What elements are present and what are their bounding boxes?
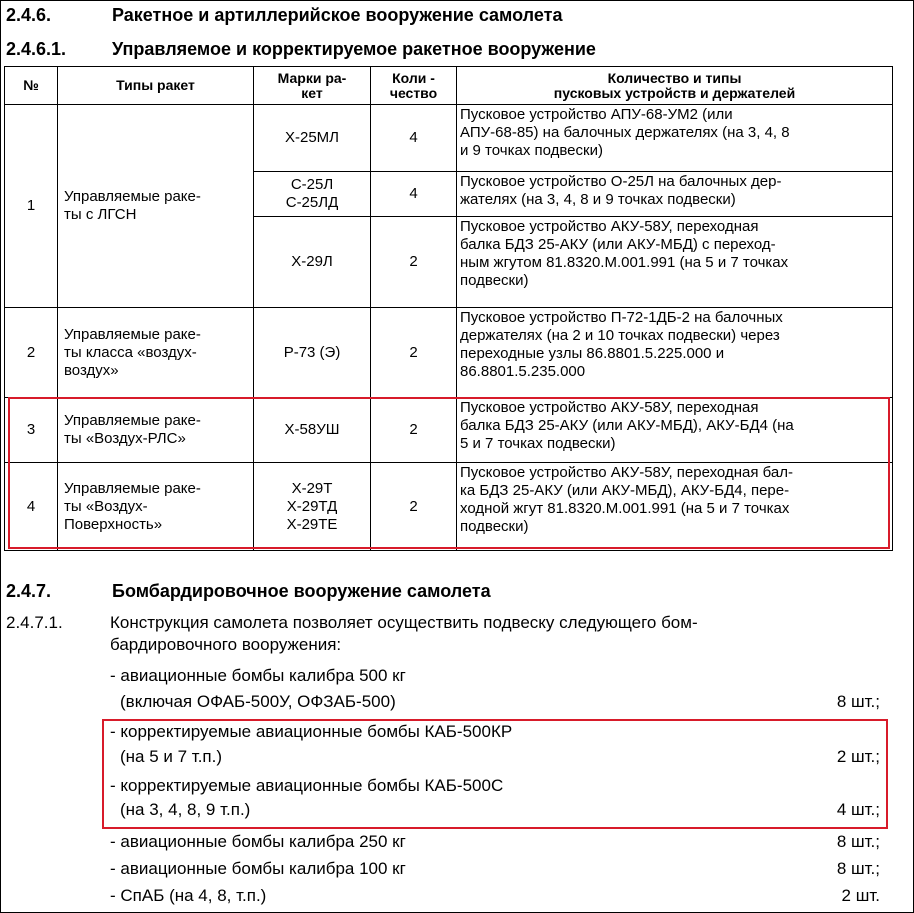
- rocket-type: Управляемые раке- ты класса «воздух- воздух»: [58, 308, 254, 398]
- paragraph-text: Конструкция самолета позволяет осуществить подвеску следующего бом- бардировочного вооружения:: [110, 613, 698, 654]
- rocket-brand: Х-25МЛ: [254, 105, 371, 172]
- paragraph-number: 2.4.7.1.: [6, 613, 63, 632]
- row-number: 3: [5, 398, 58, 463]
- launcher-description: Пусковое устройство АКУ-58У, переходная балка БДЗ 25-АКУ (или АКУ-МБД), АКУ-БД4 (на 5 и 7 точках подвески): [457, 398, 893, 463]
- rocket-brand: Р-73 (Э): [254, 308, 371, 398]
- table-row: [5, 105, 893, 172]
- launcher-description: Пусковое устройство П-72-1ДБ-2 на балочных держателях (на 2 и 10 точках подвески) через переходные узлы 86.8801.5.225.000 и 86.8801.5.235.000: [457, 308, 893, 398]
- row-number: 1: [5, 105, 58, 308]
- row-number: 4: [5, 463, 58, 551]
- launcher-description: Пусковое устройство АКУ-58У, переходная бал- ка БДЗ 25-АКУ (или АКУ-МБД), АКУ-БД4, пере- ходной жгут 81.8320.М.001.991 (на 5 и 7 точках подвески): [457, 463, 893, 551]
- bomb-item-detail: (включая ОФАБ-500У, ОФЗАБ-500) 8 шт.;: [110, 690, 880, 714]
- table-row: [5, 308, 893, 398]
- bomb-quantity: 2 шт.;: [836, 747, 880, 766]
- table-row: [5, 398, 893, 463]
- header-number: №: [5, 67, 58, 105]
- rocket-brand: Х-29Т Х-29ТД Х-29ТЕ: [254, 463, 371, 551]
- bomb-item: - авиационные бомбы калибра 100 кг 8 шт.;: [110, 857, 880, 881]
- bomb-quantity: 4 шт.;: [836, 800, 880, 819]
- header-rocket-type: Типы ракет: [58, 67, 254, 105]
- section-title: Управляемое и корректируемое ракетное вооружение: [112, 39, 596, 59]
- bomb-quantity: 8 шт.;: [836, 859, 880, 878]
- launcher-description: Пусковое устройство О-25Л на балочных дер- жателях (на 3, 4, 8 и 9 точках подвески): [457, 172, 893, 217]
- rocket-quantity: 2: [371, 308, 457, 398]
- rocket-type: Управляемые раке- ты «Воздух- Поверхность»: [58, 463, 254, 551]
- section-title: Бомбардировочное вооружение самолета: [112, 581, 491, 601]
- section-number: 2.4.6.1.: [6, 39, 67, 59]
- table-row: [5, 463, 893, 551]
- bomb-quantity: 2 шт.: [841, 886, 880, 905]
- header-rocket-brand: Марки ра- кет: [254, 67, 371, 105]
- rocket-quantity: 2: [371, 398, 457, 463]
- rocket-type: Управляемые раке- ты с ЛГСН: [58, 105, 254, 308]
- rocket-quantity: 2: [371, 463, 457, 551]
- rocket-brand: С-25Л С-25ЛД: [254, 172, 371, 217]
- table-header-row: [5, 67, 893, 105]
- launcher-description: Пусковое устройство АКУ-58У, переходная балка БДЗ 25-АКУ (или АКУ-МБД) с переход- ным жгутом 81.8320.М.001.991 (на 5 и 7 точках подвески): [457, 217, 893, 308]
- rockets-table: [4, 66, 893, 551]
- section-number: 2.4.7.: [6, 581, 52, 601]
- bomb-item-detail: (на 3, 4, 8, 9 т.п.) 4 шт.;: [110, 798, 880, 822]
- header-launchers: Количество и типы пусковых устройств и держателей: [457, 67, 893, 105]
- rocket-brand: Х-58УШ: [254, 398, 371, 463]
- header-quantity: Коли - чество: [371, 67, 457, 105]
- section-title: Ракетное и артиллерийское вооружение самолета: [112, 5, 563, 25]
- bomb-item: - авиационные бомбы калибра 250 кг 8 шт.;: [110, 830, 880, 854]
- rocket-quantity: 4: [371, 172, 457, 217]
- rocket-brand: Х-29Л: [254, 217, 371, 308]
- bomb-item: - корректируемые авиационные бомбы КАБ-500С: [110, 776, 504, 795]
- bomb-item: - СпАБ (на 4, 8, т.п.) 2 шт.: [110, 884, 880, 908]
- bomb-quantity: 8 шт.;: [836, 832, 880, 851]
- bomb-item: - авиационные бомбы калибра 500 кг: [110, 666, 406, 685]
- bomb-quantity: 8 шт.;: [836, 692, 880, 711]
- section-number: 2.4.6.: [6, 5, 52, 25]
- rocket-quantity: 2: [371, 217, 457, 308]
- launcher-description: Пусковое устройство АПУ-68-УМ2 (или АПУ-68-85) на балочных держателях (на 3, 4, 8 и 9 точках подвески): [457, 105, 893, 172]
- rocket-quantity: 4: [371, 105, 457, 172]
- rocket-type: Управляемые раке- ты «Воздух-РЛС»: [58, 398, 254, 463]
- bomb-item: - корректируемые авиационные бомбы КАБ-500КР: [110, 722, 513, 741]
- bomb-item-detail: (на 5 и 7 т.п.) 2 шт.;: [110, 745, 880, 769]
- row-number: 2: [5, 308, 58, 398]
